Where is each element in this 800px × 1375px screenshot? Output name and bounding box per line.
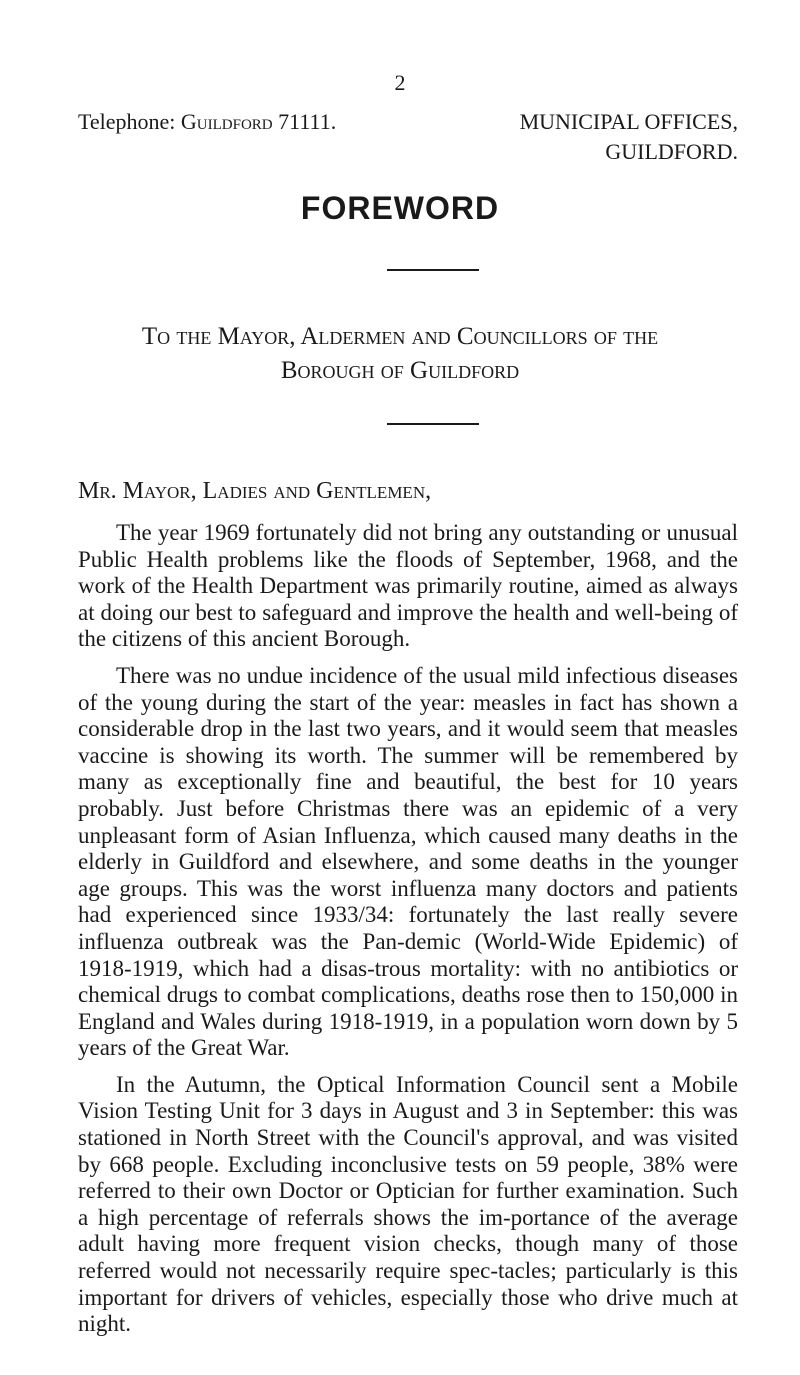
- page-number: 2: [394, 70, 406, 95]
- foreword-body: [78, 520, 738, 1348]
- salutation: Mr. Mayor, Ladies and Gentlemen,: [78, 478, 432, 504]
- telephone-place: Guildford: [180, 109, 273, 134]
- paragraph: There was no undue incidence of the usual mild infectious diseases of the young during the start of the year: measles in fact has shown a considerable drop in the last two years, and it would seem that measles vaccine is showing its worth. The summer will be remembered by many as exceptionally fine and beautiful, the best for 10 years probably. Just before Christmas there was an epidemic of a very unpleasant form of Asian Influenza, which caused many deaths in the elderly in Guildford and elsewhere, and some deaths in the younger age groups. This was the worst influenza many doctors and patients had experienced since 1933/34: fortunately the last really severe influenza outbreak was the Pan-demic (World-Wide Epidemic) of 1918-1919, which had a disas-trous mortality: with no antibiotics or chemical drugs to combat complications, deaths rose then to 150,000 in England and Wales during 1918-1919, in a population worn down by 5 years of the Great War.: [78, 662, 738, 1061]
- telephone-number: 71111.: [272, 109, 337, 134]
- telephone-label: Telephone:: [78, 109, 181, 134]
- office-address: [520, 107, 738, 167]
- addressee-block: [0, 320, 800, 388]
- divider-rule: [387, 269, 479, 271]
- divider-rule: [387, 423, 479, 425]
- address-line-2: GUILDFORD.: [605, 139, 738, 164]
- address-line-1: MUNICIPAL OFFICES,: [519, 109, 738, 134]
- addressee-line-1: To the Mayor, Aldermen and Councillors of the: [141, 323, 659, 350]
- page-title: FOREWORD: [300, 190, 500, 226]
- paragraph: In the Autumn, the Optical Information Council sent a Mobile Vision Testing Unit for 3 days in August and 3 in September: this was stationed in North Street with the Council's approval, and was visited by 668 people. Excluding inconclusive tests on 59 people, 38% were referred to their own Doctor or Optician for further examination. Such a high percentage of referrals shows the im-portance of the average adult having more frequent vision checks, though many of those referred would not necessarily require spec-tacles; particularly is this important for drivers of vehicles, especially those who drive much at night.: [78, 1071, 738, 1337]
- paragraph: The year 1969 fortunately did not bring any outstanding or unusual Public Health problems like the floods of September, 1968, and the work of the Health Department was primarily routine, aimed as always at doing our best to safeguard and improve the health and well-being of the citizens of this ancient Borough.: [78, 520, 738, 652]
- telephone-line: [78, 107, 336, 137]
- addressee-line-2: Borough of Guildford: [280, 357, 520, 384]
